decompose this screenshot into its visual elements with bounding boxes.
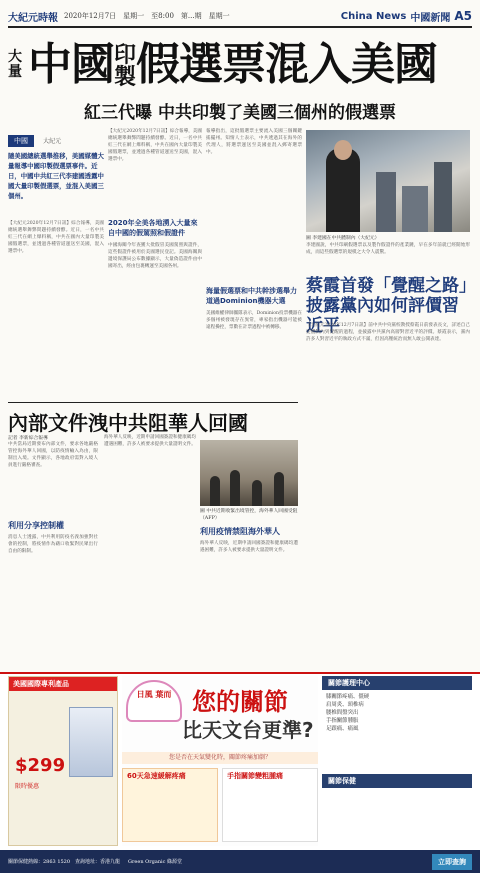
page-number: A5 <box>454 9 472 23</box>
headline-prefix: 大量 <box>8 49 22 80</box>
ad3-item: 膝關節疼痛、僵硬 <box>326 694 370 700</box>
photo-building <box>376 172 396 232</box>
photo-person <box>326 148 360 232</box>
section-tag: 中國 <box>8 135 34 147</box>
ad2-badge <box>126 680 182 722</box>
ad2-left-panel <box>122 768 218 842</box>
photo-figure <box>210 476 220 506</box>
article2-col <box>206 128 302 396</box>
headline-part-a: 中國 <box>28 39 114 90</box>
section2-col2-body: 海外華人反映，近期申請回國簽證和健康碼均遭遇困難，許多人被要求提供大量證明文件。 <box>104 435 196 447</box>
photo-li-jianguo <box>306 130 470 232</box>
photo-building <box>434 162 452 232</box>
article1-subsection: 2020年全美各地湧入大量來自中國的假駕照和假證件 <box>108 219 198 237</box>
article1-col1: 【大紀元2020年12月7日訊】綜合報導，美國總統選舉舞弊問題持續發酵。近日，一名中共紅三代在網上爆料稱，中共在國內大量印製美國假選票，並透過各種管道運送至美國，混入選票中。 <box>8 221 104 254</box>
section2-title: 內部文件洩中共阻華人回國 <box>8 402 298 436</box>
ad2-question1: 您的關節 <box>192 688 288 716</box>
lead-text: 隨美國總統選舉推移，美國媒體大量報導中國印製假選票事件。近日，中國中共紅三代李建國透露中國大量印製假選票，並混入美國三個州。 <box>8 152 104 200</box>
section2-col1 <box>8 434 98 668</box>
ad2-question2: 比天文台更準? <box>182 718 314 742</box>
issue-date: 2020年12月7日 星期一 至8:00 第...期 星期一 <box>64 12 230 20</box>
ad1-note: 限時優惠 <box>15 783 40 790</box>
section2-body: 中共當局近期發布內部文件，要求各地嚴格管控海外華人回國，以防疫情輸入為由，限制出入境。文件顯示，各地政府需對入境人員進行嚴格審查。 <box>8 442 98 468</box>
section-tag-note: 大紀元 <box>43 138 62 145</box>
ad2-bar: 您是否在天氣變化時，關節疼痛加劇？ <box>122 752 318 764</box>
ad2-left-heading: 60天急速緩解疼痛 <box>127 772 186 780</box>
right-story-title: 蔡霞首發「覺醒之路」披露黨內如何評價習近平 <box>306 276 468 336</box>
photo-figure <box>274 472 284 506</box>
photo-figure <box>230 470 240 506</box>
lead-summary <box>8 128 104 216</box>
sub-headline: 紅三代曝 中共印製了美國三個州的假選票 <box>84 103 396 123</box>
section2-col3 <box>200 524 298 668</box>
section2-col2 <box>104 434 196 668</box>
ad2-right-heading: 手指關節變粗腫痛 <box>227 772 283 780</box>
footer-brand: Green Organic 綠源堂 <box>128 859 183 865</box>
ad3-item: 手指關節腫脹 <box>326 718 359 724</box>
edition-cn: 中國新聞 <box>410 12 451 24</box>
section2-subsection2: 利用疫情禁阻海外華人 <box>200 527 280 536</box>
ad3-item: 肩周炎、頸椎病 <box>326 702 364 708</box>
section2-body2: 消息人士透露，中共利用防疫名義加強對社會的控制，將疫情作為藉口收緊對民眾出行自由的限制。 <box>8 535 98 554</box>
photo-face <box>334 140 352 160</box>
headline-part-b: 假選票混入美國 <box>136 39 437 90</box>
article1-body: 【大紀元2020年12月7日訊】綜合報導，美國總統選舉舞弊問題持續發酵。近日，一名中共紅三代在網上爆料稱，中共在國內大量印製美國假選票，並透過各種管道運送至美國，混入選票中。 <box>108 129 202 162</box>
section2-byline: 記者 李新綜合報導 <box>8 436 48 441</box>
ad-footer <box>0 850 480 873</box>
article2-subsection: 海量假選票和中共幹涉選舉力道過Dominion機器大選 <box>206 287 297 305</box>
ad2-right-panel <box>222 768 318 842</box>
ad-joint-care[interactable] <box>122 676 318 846</box>
section2-body3: 海外華人反映，近期申請回國簽證和健康碼均遭遇困難，許多人被要求提供大量證明文件。 <box>200 541 298 553</box>
footer-cta-button[interactable]: 立即查詢 <box>432 854 472 870</box>
ad2-badge-text: 日風 葉而 <box>136 689 172 699</box>
photo2-caption: 圖 中共近期收緊出境管控，海外華人回國受阻（AFP） <box>200 509 298 521</box>
article3-body: 李建國說，中共印刷假選票以及製作假證件的產業鏈，早在多年前就已經開始形成，而這些假選票的規模之大令人震驚。 <box>306 243 470 255</box>
footer-hotline: 關節保健熱線：2863 1520 查詢地址：香港九龍 <box>8 859 121 865</box>
photo-crowd <box>200 440 298 506</box>
ad-product[interactable] <box>8 676 118 846</box>
article2-body2: 美國維權律師團隊表示，Dominion投票機器在多個州被發現存在異常，專家指出機器可能被遠程操控，票數在計票過程中被轉移。 <box>206 311 302 330</box>
photo1-caption: 圖 李建國在中共體制內（大紀元） <box>306 236 380 241</box>
edition-label <box>341 9 472 24</box>
ad3-subheader: 關節保健 <box>322 774 472 788</box>
ad-clinic[interactable] <box>322 676 472 846</box>
article1-body2: 中國海關今年查獲大批假冒美國駕照與證件，這些假證件被用於美國選民登記。美國海關與邊境保護局公布數據顯示，大量偽造證件由中國寄出，經由包裹轉運至美國各州。 <box>108 243 202 269</box>
photo-building <box>402 186 428 232</box>
masthead <box>8 6 472 28</box>
ad1-product-box <box>69 707 113 777</box>
ad1-price: $299 <box>15 755 66 776</box>
article1-col2 <box>108 128 202 396</box>
photo-figure <box>252 480 262 506</box>
ad3-item: 腰椎間盤突出 <box>326 710 359 716</box>
ad3-list <box>322 690 472 736</box>
right-story-body: 【大紀元2020年12月7日訊】前中共中央黨校教授蔡霞日前發表長文，詳述自己從體制內到覺醒的過程，並披露中共黨內高層對習近平的評價。蔡霞表示，黨內許多人對習近平的執政方式不滿，但因高壓統治而無人敢公開表達。 <box>306 323 470 342</box>
newspaper-logo: 大紀元時報 <box>8 12 58 24</box>
article2-body: 報導指出，這批假選票主要流入美國三個關鍵搖擺州。知情人士表示，中共透過其在海外的代理人，將選票運送至美國並混入郵寄選票中。 <box>206 129 302 155</box>
ad1-header: 美國國際專利產品 <box>9 677 117 691</box>
edition-en: China News <box>340 10 407 22</box>
ad3-header: 關節護理中心 <box>322 676 472 690</box>
headline-small: 印製 <box>114 43 136 90</box>
section2-subsection: 利用分享控制權 <box>8 521 64 530</box>
main-headline <box>8 32 472 98</box>
ad3-item: 足跟痛、痛風 <box>326 726 359 732</box>
